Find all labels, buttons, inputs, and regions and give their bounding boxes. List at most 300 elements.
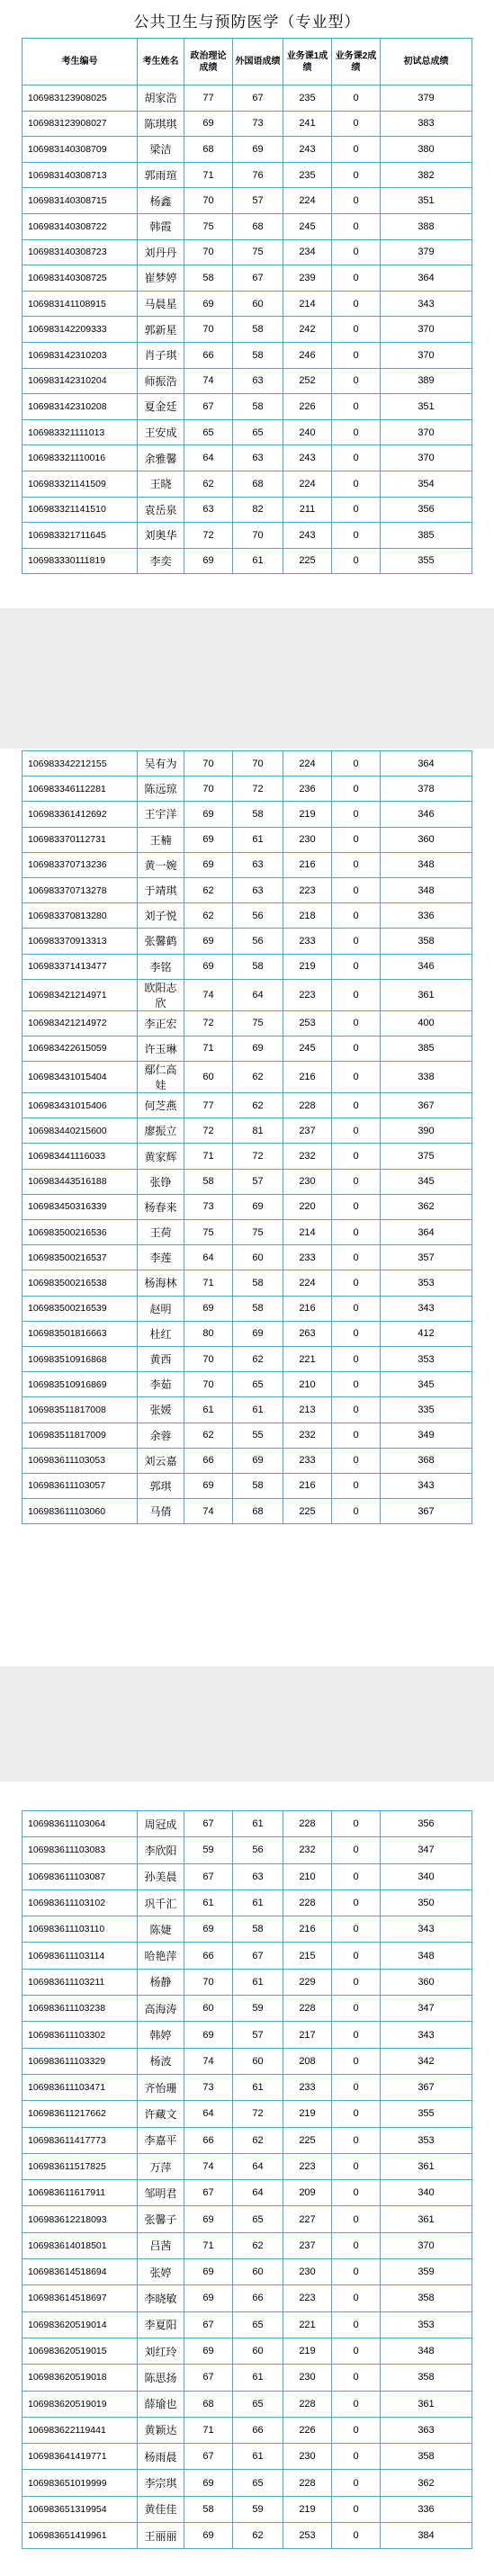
- candidate-id-cell: 106983622119441: [22, 2417, 138, 2443]
- candidate-id-cell: 106983500216537: [22, 1245, 138, 1270]
- table-row: [22, 877, 472, 902]
- score-table-page-1: [22, 38, 472, 574]
- foreign-language-score-cell: 61: [233, 1889, 283, 1916]
- table-row: [22, 342, 472, 368]
- table-row: [22, 2232, 472, 2258]
- name-cell: 黄一婉: [138, 852, 184, 877]
- table-row: [22, 827, 472, 852]
- total-score-cell: 343: [381, 1473, 472, 1498]
- table-row: [22, 1372, 472, 1397]
- foreign-language-score-cell: 61: [233, 1397, 283, 1423]
- subject-1-score-cell: 214: [283, 1220, 332, 1245]
- name-cell: 张馨子: [138, 2206, 184, 2232]
- candidate-id-cell: 106983450316339: [22, 1194, 138, 1219]
- politics-score-cell: 70: [184, 751, 233, 776]
- foreign-language-score-cell: 62: [233, 1062, 283, 1093]
- subject-2-score-cell: 0: [332, 2074, 381, 2100]
- foreign-language-score-cell: 55: [233, 1423, 283, 1448]
- name-cell: 李嘉平: [138, 2127, 184, 2153]
- subject-1-score-cell: 263: [283, 1321, 332, 1346]
- politics-score-cell: 69: [184, 852, 233, 877]
- table-row: [22, 2127, 472, 2153]
- foreign-language-score-cell: 58: [233, 394, 283, 420]
- total-score-cell: 346: [381, 802, 472, 827]
- subject-2-score-cell: 0: [332, 2444, 381, 2470]
- name-cell: 吴有为: [138, 751, 184, 776]
- foreign-language-score-cell: 61: [233, 548, 283, 574]
- table-row: [22, 2259, 472, 2285]
- table-row: [22, 497, 472, 523]
- foreign-language-score-cell: 62: [233, 2523, 283, 2549]
- table-row: [22, 2417, 472, 2443]
- name-cell: 巩千汇: [138, 1889, 184, 1916]
- name-cell: 师振浩: [138, 368, 184, 394]
- subject-1-score-cell: 232: [283, 1144, 332, 1169]
- name-cell: 于靖琪: [138, 877, 184, 902]
- foreign-language-score-cell: 69: [233, 1448, 283, 1473]
- table-header-row: [22, 39, 472, 85]
- table-row: [22, 523, 472, 549]
- table-row: [22, 1916, 472, 1943]
- table-row: [22, 1423, 472, 1448]
- subject-1-score-cell: 236: [283, 776, 332, 802]
- name-cell: 李欣阳: [138, 1837, 184, 1863]
- table-row: [22, 1062, 472, 1093]
- name-cell: 梁洁: [138, 137, 184, 163]
- subject-2-score-cell: 0: [332, 1811, 381, 1837]
- subject-2-score-cell: 0: [332, 2338, 381, 2364]
- foreign-language-score-cell: 60: [233, 291, 283, 317]
- politics-score-cell: 72: [184, 1010, 233, 1036]
- foreign-language-score-cell: 62: [233, 2127, 283, 2153]
- politics-score-cell: 68: [184, 137, 233, 163]
- table-row: [22, 1473, 472, 1498]
- total-score-cell: 347: [381, 1837, 472, 1863]
- politics-score-cell: 62: [184, 471, 233, 497]
- foreign-language-score-cell: 61: [233, 2074, 283, 2100]
- table-row: [22, 548, 472, 574]
- total-score-cell: 370: [381, 342, 472, 368]
- politics-score-cell: 72: [184, 523, 233, 549]
- total-score-cell: 358: [381, 929, 472, 954]
- candidate-id-cell: 106983140308725: [22, 265, 138, 292]
- subject-1-score-cell: 229: [283, 1969, 332, 1995]
- name-cell: 杨鑫: [138, 188, 184, 214]
- foreign-language-score-cell: 57: [233, 188, 283, 214]
- subject-1-score-cell: 243: [283, 137, 332, 163]
- foreign-language-score-cell: 58: [233, 317, 283, 343]
- table-row: [22, 1245, 472, 1270]
- subject-2-score-cell: 0: [332, 827, 381, 852]
- name-cell: 胡家浩: [138, 85, 184, 112]
- politics-score-cell: 60: [184, 1996, 233, 2022]
- foreign-language-score-cell: 57: [233, 2022, 283, 2048]
- candidate-id-cell: 106983500216538: [22, 1270, 138, 1296]
- subject-1-score-cell: 216: [283, 1296, 332, 1321]
- total-score-cell: 358: [381, 2285, 472, 2311]
- total-score-cell: 343: [381, 291, 472, 317]
- foreign-language-score-cell: 66: [233, 2285, 283, 2311]
- table-row: [22, 2338, 472, 2364]
- candidate-id-cell: 106983140308709: [22, 137, 138, 163]
- foreign-language-score-cell: 61: [233, 2444, 283, 2470]
- name-cell: 刘奥华: [138, 523, 184, 549]
- politics-score-cell: 67: [184, 2444, 233, 2470]
- foreign-language-score-cell: 58: [233, 802, 283, 827]
- subject-2-score-cell: 0: [332, 751, 381, 776]
- foreign-language-score-cell: 81: [233, 1118, 283, 1144]
- politics-score-cell: 69: [184, 111, 233, 137]
- politics-score-cell: 62: [184, 903, 233, 929]
- total-score-cell: 345: [381, 1372, 472, 1397]
- candidate-id-cell: 106983611103329: [22, 2048, 138, 2074]
- candidate-id-cell: 106983651019999: [22, 2470, 138, 2496]
- foreign-language-score-cell: 60: [233, 1245, 283, 1270]
- subject-1-score-cell: 221: [283, 1346, 332, 1371]
- candidate-id-cell: 106983611103064: [22, 1811, 138, 1837]
- politics-score-cell: 69: [184, 2022, 233, 2048]
- total-score-cell: 346: [381, 954, 472, 979]
- total-score-cell: 412: [381, 1321, 472, 1346]
- subject-2-score-cell: 0: [332, 1473, 381, 1498]
- politics-score-cell: 69: [184, 2338, 233, 2364]
- table-row: [22, 1863, 472, 1889]
- foreign-language-score-cell: 68: [233, 471, 283, 497]
- politics-score-cell: 72: [184, 1118, 233, 1144]
- subject-1-score-cell: 230: [283, 2444, 332, 2470]
- table-row: [22, 802, 472, 827]
- total-score-cell: 370: [381, 419, 472, 445]
- candidate-id-cell: 106983611103083: [22, 1837, 138, 1863]
- total-score-cell: 348: [381, 2338, 472, 2364]
- name-cell: 张铮: [138, 1169, 184, 1194]
- table-row: [22, 137, 472, 163]
- page-gap: [0, 608, 494, 749]
- subject-2-score-cell: 0: [332, 2022, 381, 2048]
- name-cell: 王安成: [138, 419, 184, 445]
- subject-1-score-cell: 225: [283, 548, 332, 574]
- subject-1-score-cell: 226: [283, 2417, 332, 2443]
- subject-2-score-cell: 0: [332, 2523, 381, 2549]
- name-cell: 陈思扬: [138, 2365, 184, 2391]
- foreign-language-score-cell: 75: [233, 1010, 283, 1036]
- subject-1-score-cell: 228: [283, 1811, 332, 1837]
- subject-1-score-cell: 226: [283, 394, 332, 420]
- name-cell: 韩霞: [138, 213, 184, 239]
- candidate-id-cell: 106983431015404: [22, 1062, 138, 1093]
- subject-1-score-cell: 243: [283, 523, 332, 549]
- candidate-id-cell: 106983321141510: [22, 497, 138, 523]
- subject-1-score-cell: 228: [283, 1093, 332, 1118]
- name-cell: 刘红玲: [138, 2338, 184, 2364]
- candidate-id-cell: 106983140308715: [22, 188, 138, 214]
- politics-score-cell: 67: [184, 2180, 233, 2206]
- subject-2-score-cell: 0: [332, 317, 381, 343]
- politics-score-cell: 69: [184, 802, 233, 827]
- candidate-id-cell: 106983511817008: [22, 1397, 138, 1423]
- table-row: [22, 979, 472, 1010]
- total-score-cell: 363: [381, 2417, 472, 2443]
- foreign-language-score-cell: 72: [233, 2101, 283, 2127]
- header-candidate-id: 考生编号: [22, 39, 138, 85]
- total-score-cell: 335: [381, 1397, 472, 1423]
- subject-1-score-cell: 219: [283, 802, 332, 827]
- total-score-cell: 382: [381, 162, 472, 188]
- subject-2-score-cell: 0: [332, 1194, 381, 1219]
- name-cell: 张媛: [138, 1397, 184, 1423]
- subject-1-score-cell: 232: [283, 1837, 332, 1863]
- subject-1-score-cell: 253: [283, 1010, 332, 1036]
- politics-score-cell: 70: [184, 317, 233, 343]
- name-cell: 杨波: [138, 2048, 184, 2074]
- subject-2-score-cell: 0: [332, 85, 381, 112]
- candidate-id-cell: 106983614018501: [22, 2232, 138, 2258]
- name-cell: 李晓敏: [138, 2285, 184, 2311]
- total-score-cell: 338: [381, 1062, 472, 1093]
- politics-score-cell: 70: [184, 1372, 233, 1397]
- foreign-language-score-cell: 63: [233, 852, 283, 877]
- subject-1-score-cell: 220: [283, 1194, 332, 1219]
- table-body: [22, 751, 472, 1524]
- politics-score-cell: 69: [184, 2523, 233, 2549]
- subject-2-score-cell: 0: [332, 471, 381, 497]
- table-row: [22, 1118, 472, 1144]
- candidate-id-cell: 106983371413477: [22, 954, 138, 979]
- politics-score-cell: 75: [184, 213, 233, 239]
- subject-1-score-cell: 241: [283, 111, 332, 137]
- foreign-language-score-cell: 58: [233, 1296, 283, 1321]
- table-row: [22, 2523, 472, 2549]
- total-score-cell: 357: [381, 1245, 472, 1270]
- candidate-id-cell: 106983511817009: [22, 1423, 138, 1448]
- candidate-id-cell: 106983140308722: [22, 213, 138, 239]
- total-score-cell: 336: [381, 2496, 472, 2522]
- name-cell: 邹明君: [138, 2180, 184, 2206]
- politics-score-cell: 77: [184, 85, 233, 112]
- candidate-id-cell: 106983611103102: [22, 1889, 138, 1916]
- politics-score-cell: 70: [184, 1346, 233, 1371]
- candidate-id-cell: 106983321711645: [22, 523, 138, 549]
- name-cell: 韩婷: [138, 2022, 184, 2048]
- subject-1-score-cell: 216: [283, 1916, 332, 1943]
- total-score-cell: 358: [381, 2444, 472, 2470]
- politics-score-cell: 62: [184, 1423, 233, 1448]
- subject-2-score-cell: 0: [332, 877, 381, 902]
- subject-1-score-cell: 224: [283, 188, 332, 214]
- foreign-language-score-cell: 56: [233, 903, 283, 929]
- politics-score-cell: 71: [184, 1036, 233, 1061]
- total-score-cell: 348: [381, 1943, 472, 1969]
- candidate-id-cell: 106983500216536: [22, 1220, 138, 1245]
- total-score-cell: 362: [381, 1194, 472, 1219]
- page-title: 公共卫生与预防医学（专业型）: [133, 13, 361, 31]
- candidate-id-cell: 106983321111013: [22, 419, 138, 445]
- politics-score-cell: 69: [184, 954, 233, 979]
- subject-1-score-cell: 219: [283, 2101, 332, 2127]
- candidate-id-cell: 106983614518694: [22, 2259, 138, 2285]
- foreign-language-score-cell: 69: [233, 1321, 283, 1346]
- name-cell: 肖子琪: [138, 342, 184, 368]
- score-table-page-3: [22, 1810, 472, 2549]
- politics-score-cell: 66: [184, 2127, 233, 2153]
- subject-1-score-cell: 213: [283, 1397, 332, 1423]
- politics-score-cell: 58: [184, 1169, 233, 1194]
- candidate-id-cell: 106983611617911: [22, 2180, 138, 2206]
- subject-1-score-cell: 233: [283, 1448, 332, 1473]
- total-score-cell: 353: [381, 2127, 472, 2153]
- total-score-cell: 390: [381, 1118, 472, 1144]
- name-cell: 陈琪琪: [138, 111, 184, 137]
- politics-score-cell: 71: [184, 162, 233, 188]
- name-cell: 王宇洋: [138, 802, 184, 827]
- foreign-language-score-cell: 65: [233, 2311, 283, 2338]
- subject-1-score-cell: 228: [283, 2391, 332, 2417]
- total-score-cell: 367: [381, 1499, 472, 1524]
- subject-1-score-cell: 228: [283, 2470, 332, 2496]
- total-score-cell: 370: [381, 445, 472, 471]
- total-score-cell: 349: [381, 1423, 472, 1448]
- subject-2-score-cell: 0: [332, 1889, 381, 1916]
- total-score-cell: 340: [381, 1863, 472, 1889]
- subject-2-score-cell: 0: [332, 929, 381, 954]
- name-cell: 陈婕: [138, 1916, 184, 1943]
- subject-2-score-cell: 0: [332, 1118, 381, 1144]
- total-score-cell: 364: [381, 265, 472, 292]
- subject-1-score-cell: 228: [283, 1996, 332, 2022]
- subject-2-score-cell: 0: [332, 265, 381, 292]
- subject-1-score-cell: 219: [283, 2496, 332, 2522]
- subject-2-score-cell: 0: [332, 1996, 381, 2022]
- foreign-language-score-cell: 72: [233, 1144, 283, 1169]
- name-cell: 王丽丽: [138, 2523, 184, 2549]
- name-cell: 许玉琳: [138, 1036, 184, 1061]
- table-row: [22, 1943, 472, 1969]
- total-score-cell: 336: [381, 903, 472, 929]
- subject-1-score-cell: 223: [283, 2153, 332, 2179]
- politics-score-cell: 71: [184, 2232, 233, 2258]
- foreign-language-score-cell: 75: [233, 239, 283, 265]
- subject-2-score-cell: 0: [332, 368, 381, 394]
- subject-2-score-cell: 0: [332, 2417, 381, 2443]
- name-cell: 李正宏: [138, 1010, 184, 1036]
- table-row: [22, 1270, 472, 1296]
- candidate-id-cell: 106983141108915: [22, 291, 138, 317]
- total-score-cell: 385: [381, 523, 472, 549]
- foreign-language-score-cell: 62: [233, 1346, 283, 1371]
- candidate-id-cell: 106983431015406: [22, 1093, 138, 1118]
- subject-2-score-cell: 0: [332, 445, 381, 471]
- politics-score-cell: 74: [184, 979, 233, 1010]
- politics-score-cell: 69: [184, 929, 233, 954]
- name-cell: 郭雨瑄: [138, 162, 184, 188]
- subject-1-score-cell: 233: [283, 929, 332, 954]
- name-cell: 张婷: [138, 2259, 184, 2285]
- candidate-id-cell: 106983620519015: [22, 2338, 138, 2364]
- total-score-cell: 368: [381, 1448, 472, 1473]
- candidate-id-cell: 106983620519019: [22, 2391, 138, 2417]
- table-row: [22, 1321, 472, 1346]
- subject-2-score-cell: 0: [332, 1372, 381, 1397]
- foreign-language-score-cell: 65: [233, 419, 283, 445]
- candidate-id-cell: 106983440215600: [22, 1118, 138, 1144]
- table-row: [22, 2285, 472, 2311]
- total-score-cell: 361: [381, 2206, 472, 2232]
- subject-1-score-cell: 219: [283, 2338, 332, 2364]
- foreign-language-score-cell: 62: [233, 1093, 283, 1118]
- subject-2-score-cell: 0: [332, 776, 381, 802]
- candidate-id-cell: 106983142310204: [22, 368, 138, 394]
- candidate-id-cell: 106983330111819: [22, 548, 138, 574]
- candidate-id-cell: 106983611103471: [22, 2074, 138, 2100]
- name-cell: 李莲: [138, 1245, 184, 1270]
- total-score-cell: 356: [381, 1811, 472, 1837]
- subject-1-score-cell: 211: [283, 497, 332, 523]
- total-score-cell: 379: [381, 239, 472, 265]
- foreign-language-score-cell: 63: [233, 877, 283, 902]
- candidate-id-cell: 106983142310208: [22, 394, 138, 420]
- header-subject-1: 业务课1成绩: [283, 39, 332, 85]
- politics-score-cell: 69: [184, 291, 233, 317]
- name-cell: 郭琪: [138, 1473, 184, 1498]
- foreign-language-score-cell: 69: [233, 1036, 283, 1061]
- subject-2-score-cell: 0: [332, 213, 381, 239]
- candidate-id-cell: 106983611103053: [22, 1448, 138, 1473]
- table-row: [22, 111, 472, 137]
- politics-score-cell: 65: [184, 419, 233, 445]
- subject-1-score-cell: 230: [283, 827, 332, 852]
- politics-score-cell: 67: [184, 394, 233, 420]
- subject-2-score-cell: 0: [332, 419, 381, 445]
- name-cell: 杨雨晨: [138, 2444, 184, 2470]
- name-cell: 许藏文: [138, 2101, 184, 2127]
- foreign-language-score-cell: 58: [233, 1270, 283, 1296]
- name-cell: 何芝燕: [138, 1093, 184, 1118]
- foreign-language-score-cell: 62: [233, 2232, 283, 2258]
- total-score-cell: 361: [381, 979, 472, 1010]
- candidate-id-cell: 106983370913313: [22, 929, 138, 954]
- subject-2-score-cell: 0: [332, 188, 381, 214]
- subject-1-score-cell: 210: [283, 1372, 332, 1397]
- total-score-cell: 367: [381, 1093, 472, 1118]
- name-cell: 杜红: [138, 1321, 184, 1346]
- politics-score-cell: 64: [184, 445, 233, 471]
- candidate-id-cell: 106983611103302: [22, 2022, 138, 2048]
- politics-score-cell: 70: [184, 1969, 233, 1995]
- subject-1-score-cell: 237: [283, 1118, 332, 1144]
- subject-2-score-cell: 0: [332, 1169, 381, 1194]
- subject-2-score-cell: 0: [332, 2496, 381, 2522]
- subject-2-score-cell: 0: [332, 2206, 381, 2232]
- candidate-id-cell: 106983611103238: [22, 1996, 138, 2022]
- politics-score-cell: 67: [184, 2311, 233, 2338]
- name-cell: 李铭: [138, 954, 184, 979]
- subject-1-score-cell: 228: [283, 1889, 332, 1916]
- table-row: [22, 2470, 472, 2496]
- politics-score-cell: 63: [184, 497, 233, 523]
- total-score-cell: 380: [381, 137, 472, 163]
- subject-1-score-cell: 230: [283, 1169, 332, 1194]
- subject-2-score-cell: 0: [332, 852, 381, 877]
- foreign-language-score-cell: 75: [233, 1220, 283, 1245]
- total-score-cell: 350: [381, 1889, 472, 1916]
- candidate-id-cell: 106983651319954: [22, 2496, 138, 2522]
- candidate-id-cell: 106983620519018: [22, 2365, 138, 2391]
- subject-1-score-cell: 216: [283, 1473, 332, 1498]
- foreign-language-score-cell: 60: [233, 2259, 283, 2285]
- name-cell: 黄佳佳: [138, 2496, 184, 2522]
- table-row: [22, 445, 472, 471]
- table-row: [22, 2365, 472, 2391]
